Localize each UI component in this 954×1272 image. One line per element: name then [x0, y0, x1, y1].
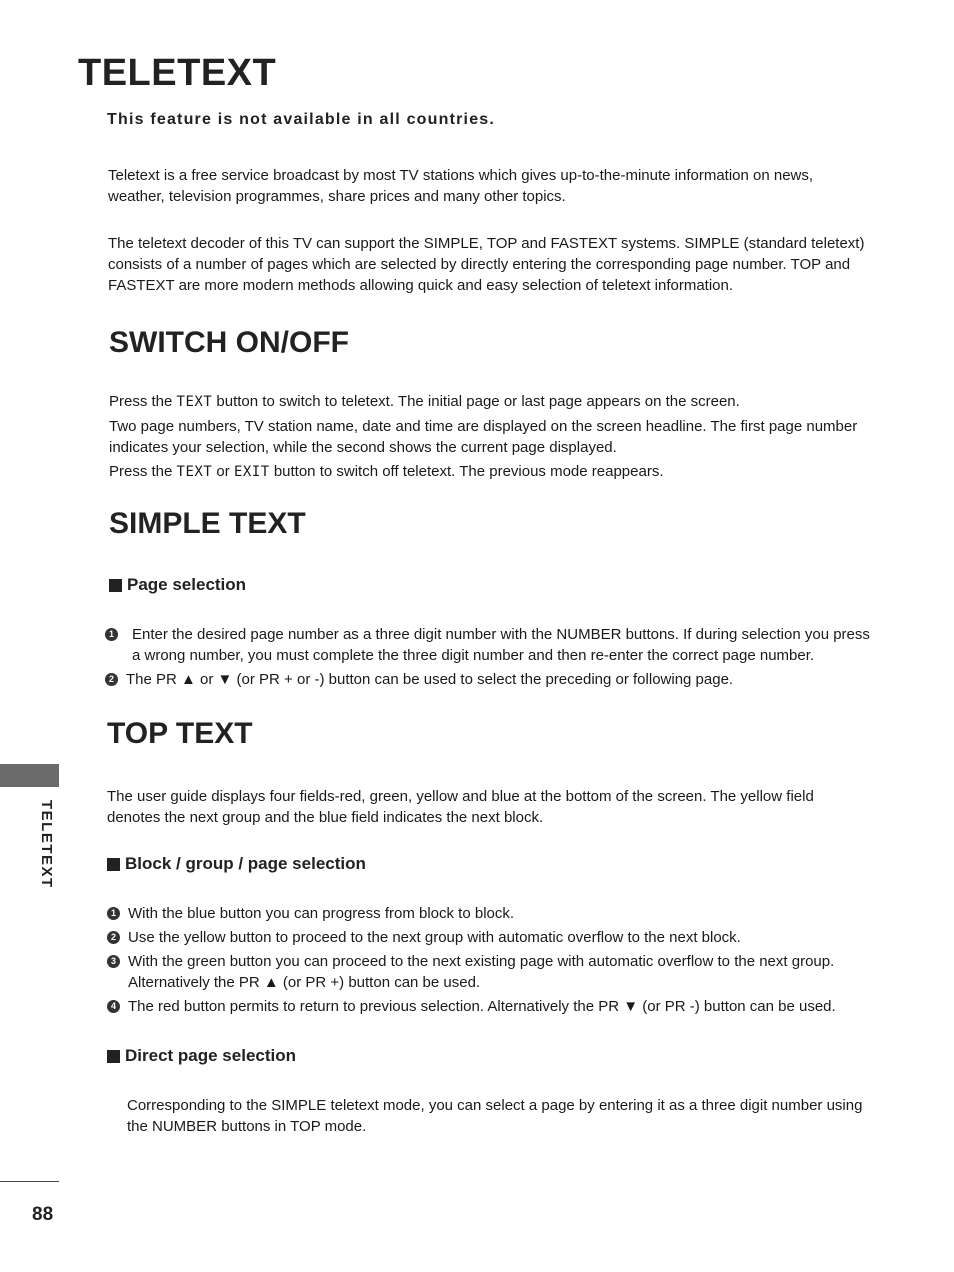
switch-line-1 — [109, 391, 879, 413]
step-number-icon: 2 — [105, 673, 118, 686]
intro-paragraph-1: Teletext is a free service broadcast by most TV stations which gives up-to-the-minute information on news, weather, television programmes, share prices and many other topics. — [108, 167, 814, 205]
direct-selection-label: Direct page selection — [125, 1046, 297, 1065]
simple-step-2-text: The PR ▲ or ▼ (or PR + or -) button can be used to select the preceding or following page. — [126, 671, 734, 688]
switch-section — [109, 391, 879, 483]
step-number-icon: 2 — [107, 931, 120, 944]
intro-paragraph-2: The teletext decoder of this TV can support the SIMPLE, TOP and FASTEXT systems. SIMPLE (standard teletext) consists of a number of pages which are selected by directly entering the corresponding page number. TOP and FASTEXT are more modern methods allowing quick and easy selection of teletext information. — [108, 235, 865, 294]
simple-step-1-text: Enter the desired page number as a three digit number with the NUMBER buttons. If during selection you press a wrong number, you must complete the three digit number and then re-enter the correct page number. — [132, 626, 870, 664]
section-tab-marker — [0, 764, 59, 787]
text-key-label-2: TEXT — [176, 464, 213, 480]
top-step-3 — [107, 951, 872, 993]
top-step-4-text: The red button permits to return to previous selection. Alternatively the PR ▼ (or PR -) button can be used. — [128, 998, 836, 1015]
availability-notice: This feature is not available in all countries. — [107, 111, 496, 128]
square-bullet-icon — [109, 579, 122, 592]
direct-selection-paragraph: Corresponding to the SIMPLE teletext mode, you can select a page by entering it as a three digit number using the NUMBER buttons in TOP mode. — [127, 1097, 863, 1135]
switch-line-3-pre: Press the — [109, 463, 177, 480]
simple-heading: SIMPLE TEXT — [109, 507, 306, 540]
top-step-4 — [107, 996, 872, 1017]
text-key-label: TEXT — [176, 394, 213, 410]
switch-line-3-post: button to switch off teletext. The previous mode reappears. — [269, 463, 664, 480]
top-step-2 — [107, 927, 872, 948]
simple-step-1 — [105, 624, 873, 666]
block-selection-subheading — [107, 854, 366, 874]
top-heading: TOP TEXT — [107, 717, 253, 750]
exit-key-label: EXIT — [233, 464, 270, 480]
side-section-label: TELETEXT — [38, 800, 55, 889]
step-number-icon: 4 — [107, 1000, 120, 1013]
top-steps — [107, 903, 872, 1017]
block-selection-label: Block / group / page selection — [125, 854, 366, 873]
page-selection-subheading — [109, 575, 246, 595]
direct-selection-subheading — [107, 1046, 296, 1066]
simple-steps — [105, 624, 873, 690]
switch-line-1-pre: Press the — [109, 393, 177, 410]
switch-line-3-mid: or — [212, 463, 234, 480]
switch-line-3 — [109, 461, 879, 483]
top-step-1-text: With the blue button you can progress from block to block. — [128, 905, 515, 922]
step-number-icon: 3 — [107, 955, 120, 968]
page-number: 88 — [32, 1204, 54, 1225]
simple-step-2 — [105, 669, 873, 690]
top-step-2-text: Use the yellow button to proceed to the next group with automatic overflow to the next block. — [128, 929, 741, 946]
square-bullet-icon — [107, 858, 120, 871]
switch-line-2: Two page numbers, TV station name, date and time are displayed on the screen headline. The first page number indicates your selection, while the second shows the current page displayed. — [109, 418, 858, 456]
top-step-3-text: With the green button you can proceed to the next existing page with automatic overflow to the next group. Alternatively the PR ▲ (or PR +) button can be used. — [128, 953, 835, 991]
square-bullet-icon — [107, 1050, 120, 1063]
step-number-icon: 1 — [107, 907, 120, 920]
top-paragraph: The user guide displays four fields-red, green, yellow and blue at the bottom of the screen. The yellow field denotes the next group and the blue field indicates the next block. — [107, 788, 814, 826]
top-step-1 — [107, 903, 872, 924]
switch-heading: SWITCH ON/OFF — [109, 326, 349, 359]
step-number-icon: 1 — [105, 628, 118, 641]
page-title: TELETEXT — [78, 52, 277, 94]
page-selection-label: Page selection — [127, 575, 247, 594]
switch-line-1-post: button to switch to teletext. The initial page or last page appears on the screen. — [212, 393, 740, 410]
footer-divider — [0, 1181, 59, 1182]
